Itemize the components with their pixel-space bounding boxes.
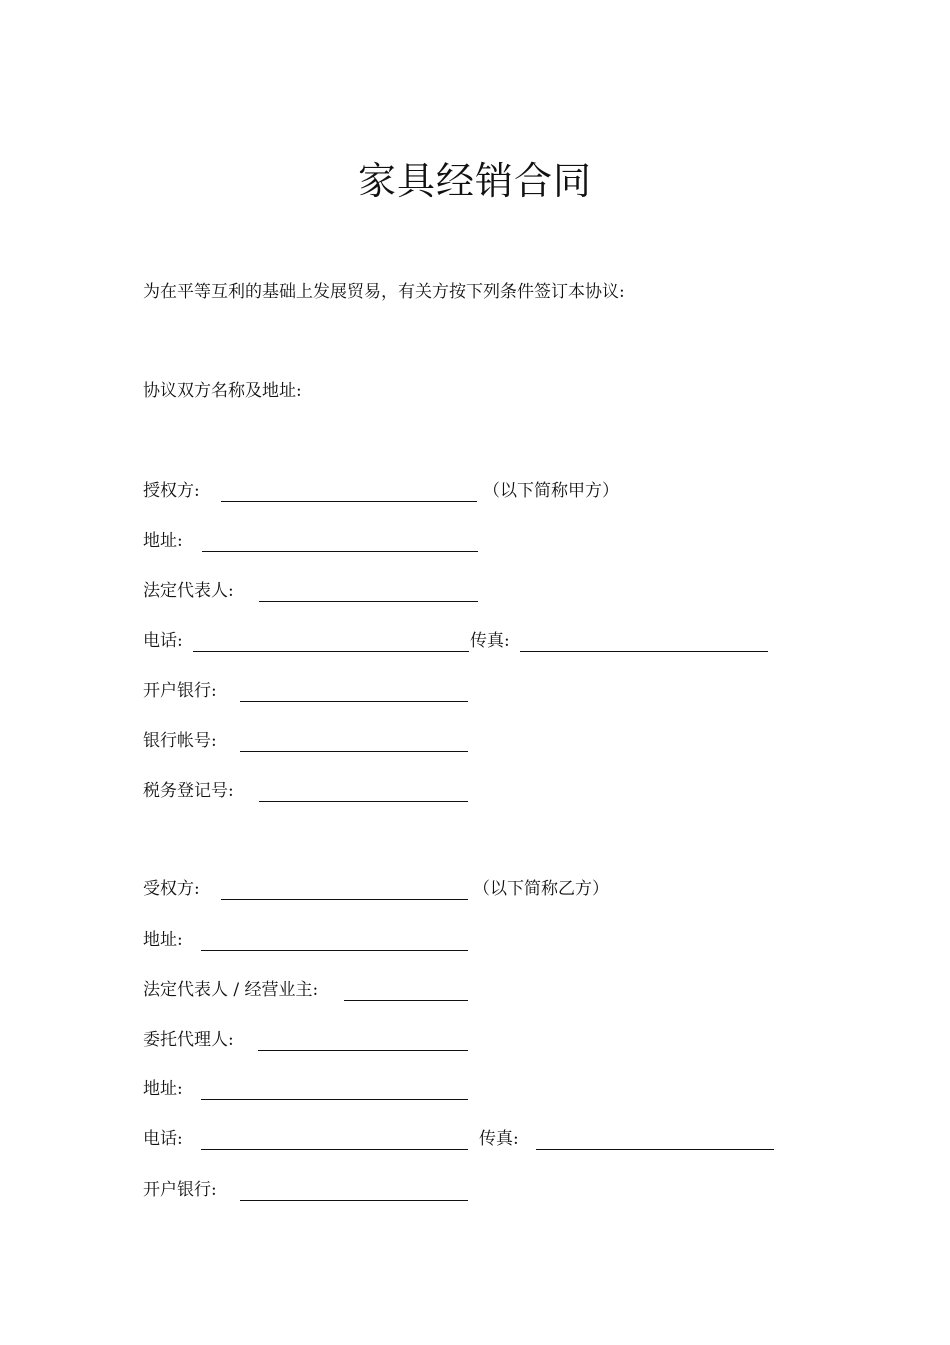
phone-label: 电话: (143, 631, 183, 651)
fax-label: 传真: (479, 1129, 519, 1149)
parties-heading: 协议双方名称及地址: (143, 381, 302, 401)
intro-text: 为在平等互利的基础上发展贸易，有关方按下列条件签订本协议: (143, 282, 625, 302)
tax-field[interactable] (259, 801, 468, 802)
grantee-suffix: （以下简称乙方） (473, 879, 609, 899)
bank-field[interactable] (240, 1200, 468, 1201)
legal-rep-label: 法定代表人: (143, 581, 234, 601)
grantor-field[interactable] (221, 501, 477, 502)
address-label: 地址: (143, 930, 183, 950)
agent-label: 委托代理人: (143, 1030, 234, 1050)
address-field[interactable] (202, 551, 478, 552)
legal-rep-label: 法定代表人 / 经营业主: (143, 980, 319, 1000)
bank-label: 开户银行: (143, 1180, 217, 1200)
address-field[interactable] (201, 950, 468, 951)
fax-label: 传真: (470, 631, 510, 651)
grantor-suffix: （以下简称甲方） (483, 481, 619, 501)
agent-field[interactable] (258, 1050, 468, 1051)
address2-label: 地址: (143, 1079, 183, 1099)
tax-label: 税务登记号: (143, 781, 234, 801)
bank-label: 开户银行: (143, 681, 217, 701)
account-field[interactable] (240, 751, 468, 752)
phone-label: 电话: (143, 1129, 183, 1149)
page-title: 家具经销合同 (357, 159, 592, 203)
address-label: 地址: (143, 531, 183, 551)
phone-field[interactable] (201, 1149, 468, 1150)
grantee-label: 受权方: (143, 879, 200, 899)
account-label: 银行帐号: (143, 731, 217, 751)
grantee-field[interactable] (221, 899, 468, 900)
legal-rep-field[interactable] (259, 601, 478, 602)
address2-field[interactable] (201, 1099, 468, 1100)
fax-field[interactable] (520, 651, 768, 652)
phone-field[interactable] (193, 651, 469, 652)
legal-rep-field[interactable] (344, 1000, 468, 1001)
fax-field[interactable] (536, 1149, 774, 1150)
bank-field[interactable] (240, 701, 468, 702)
grantor-label: 授权方: (143, 481, 200, 501)
